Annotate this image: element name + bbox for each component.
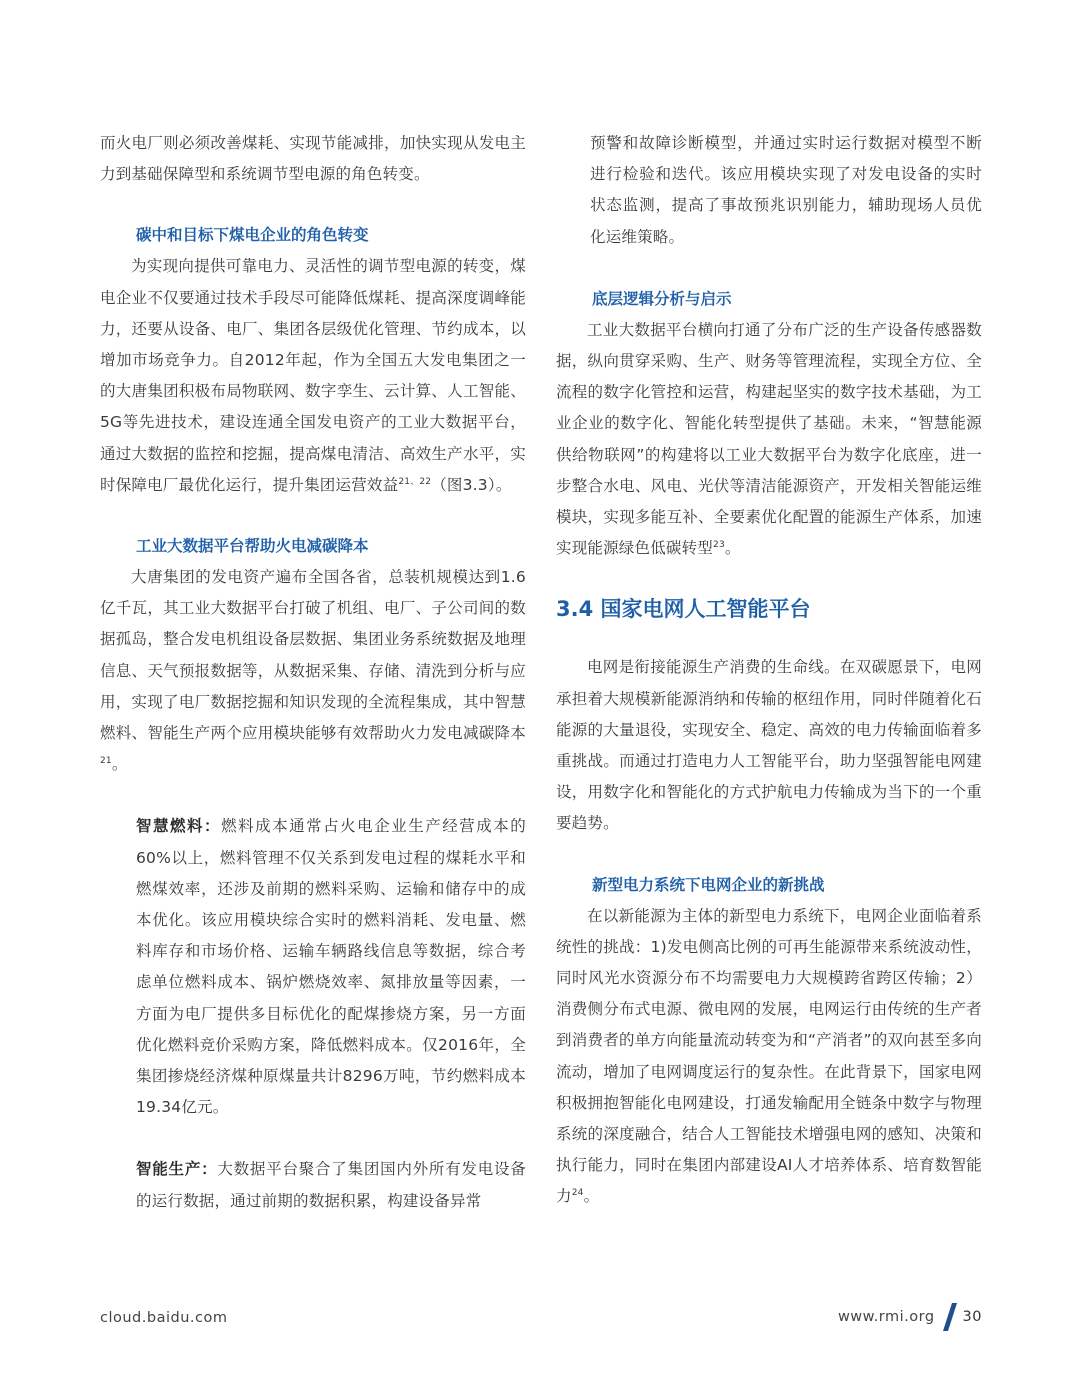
paragraph-grid-challenge: 在以新能源为主体的新型电力系统下，电网企业面临着系统性的挑战：1)发电侧高比例的可再生能源带来系统波动性，同时风光水资源分布不均需要电力大规模跨省跨区传输；2）消费侧分布式电源、微电网的发展，电网运行由传统的生产者到消费者的单方向能量流动转变为和“产消者”的双向甚至多向流动，增加了电网调度运行的复杂性。在此背景下，国家电网积极拥抱智能化电网建设，打通发输配用全链条中数字与物理系统的深度融合，结合人工智能技术增强电网的感知、决策和执行能力，同时在集团内部建设AI人才培养体系、培育数智能力$^{24}$。 xyxy=(556,906,982,1206)
intro-paragraph: 而火电厂则必须改善煤耗、实现节能减排，加快实现从发电主力到基础保障型和系统调节型电源的角色转变。 xyxy=(100,134,526,184)
footer-right xyxy=(838,1302,982,1332)
heading-big-data: 工业大数据平台帮助火电减碳降本 xyxy=(136,537,369,556)
footer-site: www.rmi.org xyxy=(837,1309,935,1325)
continued-paragraph: 预警和故障诊断模型，并通过实时运行数据对模型不断进行检验和迭代。该应用模块实现了对发电设备的实时状态监测，提高了事故预兆识别能力，辅助现场人员优化运维策略。 xyxy=(590,134,982,246)
heading-logic-analysis: 底层逻辑分析与启示 xyxy=(592,289,732,308)
bullet-smart-production: 智能生产：大数据平台聚合了集团国内外所有发电设备的运行数据，通过前期的数据积累，构建设备异常 xyxy=(136,1160,526,1210)
paragraph-big-data: 大唐集团的发电资产遍布全国各省，总装机规模达到1.6亿千瓦，其工业大数据平台打破了机组、电厂、子公司间的数据孤岛，整合发电机组设备层数据、集团业务系统数据及地理信息、天气预报数据等，从数据采集、存储、清洗到分析与应用，实现了电厂数据挖掘和知识发现的全流程集成，其中智慧燃料、智能生产两个应用模块能够有效帮助火力发电减碳降本$^{21}$。 xyxy=(100,568,526,774)
left-column xyxy=(100,128,526,1217)
page-number: 30 xyxy=(962,1309,982,1325)
heading-grid-challenge: 新型电力系统下电网企业的新挑战 xyxy=(592,875,825,894)
right-column xyxy=(556,128,982,1213)
paragraph-coal-role: 为实现向提供可靠电力、灵活性的调节型电源的转变，煤电企业不仅要通过技术手段尽可能降低煤耗、提高深度调峰能力，还要从设备、电厂、集团各层级优化管理、节约成本，以增加市场竞争力。自2012年起，作为全国五大发电集团之一的大唐集团积极布局物联网、数字孪生、云计算、人工智能、5G等先进技术，建设连通全国发电资产的工业大数据平台，通过大数据的监控和挖掘，提高煤电清洁、高效生产水平，实时保障电厂最优化运行，提升集团运营效益$^{21、22}$（图3.3）。 xyxy=(100,257,526,494)
bullet-smart-fuel: 智慧燃料：燃料成本通常占火电企业生产经营成本的60%以上，燃料管理不仅关系到发电过程的煤耗水平和燃煤效率，还涉及前期的燃料采购、运输和储存中的成本优化。该应用模块综合实时的燃料消耗、发电量、燃料库存和市场价格、运输车辆路线信息等数据，综合考虑单位燃料成本、锅炉燃烧效率、氮排放量等因素，一方面为电厂提供多目标优化的配煤掺烧方案，另一方面优化燃料竞价采购方案，降低燃料成本。仅2016年，全集团掺烧经济煤种原煤量共计8296万吨，节约燃料成本19.34亿元。 xyxy=(136,817,526,1117)
heading-coal-role: 碳中和目标下煤电企业的角色转变 xyxy=(136,226,369,245)
footer-source: cloud.baidu.com xyxy=(100,1310,228,1326)
paragraph-logic-analysis: 工业大数据平台横向打通了分布广泛的生产设备传感器数据，纵向贯穿采购、生产、财务等管理流程，实现全方位、全流程的数字化管控和运营，构建起坚实的数字技术基础，为工业企业的数字化、智能化转型提供了基础。未来，“智慧能源供给物联网”的构建将以工业大数据平台为数字化底座，进一步整合水电、风电、光伏等清洁能源资产，开发相关智能运维模块，实现多能互补、全要素优化配置的能源生产体系，加速实现能源绿色低碳转型$^{23}$。 xyxy=(556,320,982,558)
paragraph-grid-lifeline: 电网是衔接能源生产消费的生命线。在双碳愿景下，电网承担着大规模新能源消纳和传输的枢纽作用，同时伴随着化石能源的大量退役，实现安全、稳定、高效的电力传输面临着多重挑战。而通过打造电力人工智能平台，助力坚强智能电网建设，用数字化和智能化的方式护航电力传输成为当下的一个重要趋势。 xyxy=(556,658,982,833)
section-title: 3.4 国家电网人工智能平台 xyxy=(556,597,811,622)
slash-icon xyxy=(943,1303,957,1331)
